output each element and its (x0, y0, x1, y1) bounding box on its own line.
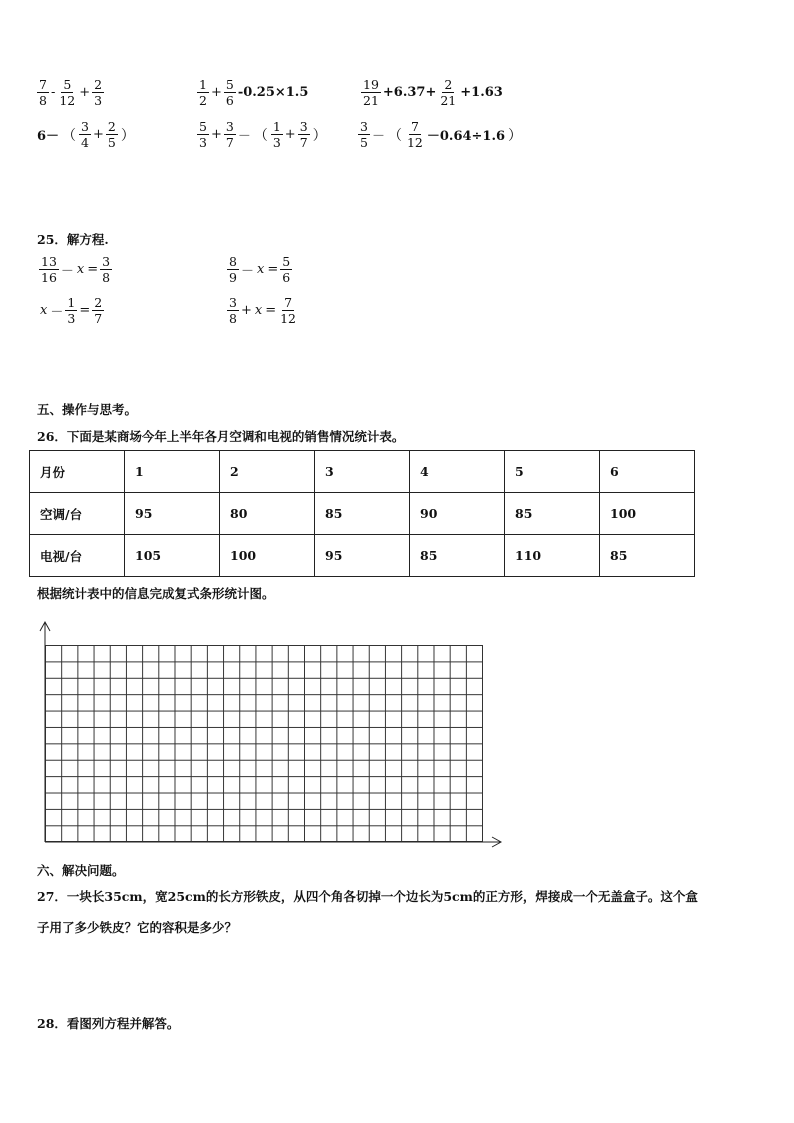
fraction: $\frac{7}{12}$ (280, 295, 297, 327)
table-cell: 85 (315, 493, 410, 535)
table-cell: 5 (505, 451, 600, 493)
fraction: $\frac{13}{16}$ (41, 254, 57, 286)
table-cell: 100 (600, 493, 695, 535)
table-cell: 85 (600, 535, 695, 577)
fraction: $\frac{8}{9}$ (229, 254, 237, 286)
q26-title: 26．下面是某商场今年上半年各月空调和电视的销售情况统计表。 (37, 429, 405, 444)
calc-expr-4: 6－ （ $\frac{3}{4}$ + $\frac{2}{5}$ ） (37, 119, 135, 151)
table-cell: 1 (125, 451, 220, 493)
table-cell: 空调/台 (30, 493, 125, 535)
fraction: $\frac{5}{12}$ (59, 77, 76, 109)
fraction: $\frac{3}{7}$ (225, 119, 234, 151)
calc-expr-3: $\frac{19}{21}$ +6.37+ $\frac{2}{21}$ +1.63 (363, 77, 503, 109)
q28-title: 28．看图列方程并解答。 (37, 1016, 180, 1031)
fraction: $\frac{5}{6}$ (282, 254, 291, 286)
fraction: $\frac{5}{6}$ (225, 77, 234, 109)
table-cell: 80 (220, 493, 315, 535)
fraction: $\frac{1}{3}$ (67, 295, 76, 327)
table-cell: 90 (410, 493, 505, 535)
fraction: $\frac{1}{2}$ (199, 77, 207, 109)
table-cell: 电视/台 (30, 535, 125, 577)
fraction: $\frac{5}{3}$ (199, 119, 207, 151)
table-cell: 95 (315, 535, 410, 577)
equation-2: $\frac{8}{9}$ － x = $\frac{5}{6}$ (229, 254, 291, 286)
calc-expr-1: $\frac{7}{8}$ - $\frac{5}{12}$ + $\frac{2}{3}$ (39, 77, 103, 109)
chart-instruction: 根据统计表中的信息完成复式条形统计图。 (37, 586, 275, 601)
fraction: $\frac{1}{3}$ (272, 119, 281, 151)
table-cell: 月份 (30, 451, 125, 493)
table-cell: 3 (315, 451, 410, 493)
table-cell: 85 (505, 493, 600, 535)
table-cell: 110 (505, 535, 600, 577)
equation-3: x － $\frac{1}{3}$ = $\frac{2}{7}$ (40, 295, 103, 327)
calc-expr-5: $\frac{5}{3}$ + $\frac{3}{7}$ － （ $\frac{1}{3}$ + $\frac{3}{7}$ ） (199, 119, 327, 151)
fraction: $\frac{19}{21}$ (363, 77, 379, 109)
equation-4: $\frac{3}{8}$ + x = $\frac{7}{12}$ (229, 295, 297, 327)
fraction: $\frac{7}{12}$ (406, 119, 423, 151)
fraction: $\frac{3}{4}$ (81, 119, 89, 151)
fraction: $\frac{3}{8}$ (102, 254, 111, 286)
section-6-title: 六、解决问题。 (37, 863, 125, 878)
fraction: $\frac{7}{8}$ (39, 77, 47, 109)
table-cell: 105 (125, 535, 220, 577)
fraction: $\frac{2}{3}$ (94, 77, 103, 109)
table-cell: 95 (125, 493, 220, 535)
table-cell: 100 (220, 535, 315, 577)
table-cell: 85 (410, 535, 505, 577)
calc-expr-6: $\frac{3}{5}$ － （ $\frac{7}{12}$ －0.64÷1.6 ） (360, 119, 523, 151)
fraction: $\frac{3}{7}$ (299, 119, 308, 151)
fraction: $\frac{2}{7}$ (94, 295, 103, 327)
table-cell: 6 (600, 451, 695, 493)
fraction: $\frac{2}{5}$ (107, 119, 116, 151)
q27-line-2: 子用了多少铁皮？它的容积是多少？ (37, 920, 238, 935)
q25-title: 25．解方程. (37, 232, 109, 247)
fraction: $\frac{3}{5}$ (360, 119, 368, 151)
fraction: $\frac{2}{21}$ (440, 77, 457, 109)
fraction: $\frac{3}{8}$ (229, 295, 237, 327)
table-cell: 4 (410, 451, 505, 493)
equation-1: $\frac{13}{16}$ － x = $\frac{3}{8}$ (41, 254, 111, 286)
calc-expr-2: $\frac{1}{2}$ + $\frac{5}{6}$ -0.25×1.5 (199, 77, 309, 109)
q27-line-1: 27．一块长35cm，宽25cm的长方形铁皮，从四个角各切掉一个边长为5cm的正方形，焊接成一个无盖盒子。这个盒 (37, 889, 698, 904)
table-cell: 2 (220, 451, 315, 493)
section-5-title: 五、操作与思考。 (37, 402, 138, 417)
